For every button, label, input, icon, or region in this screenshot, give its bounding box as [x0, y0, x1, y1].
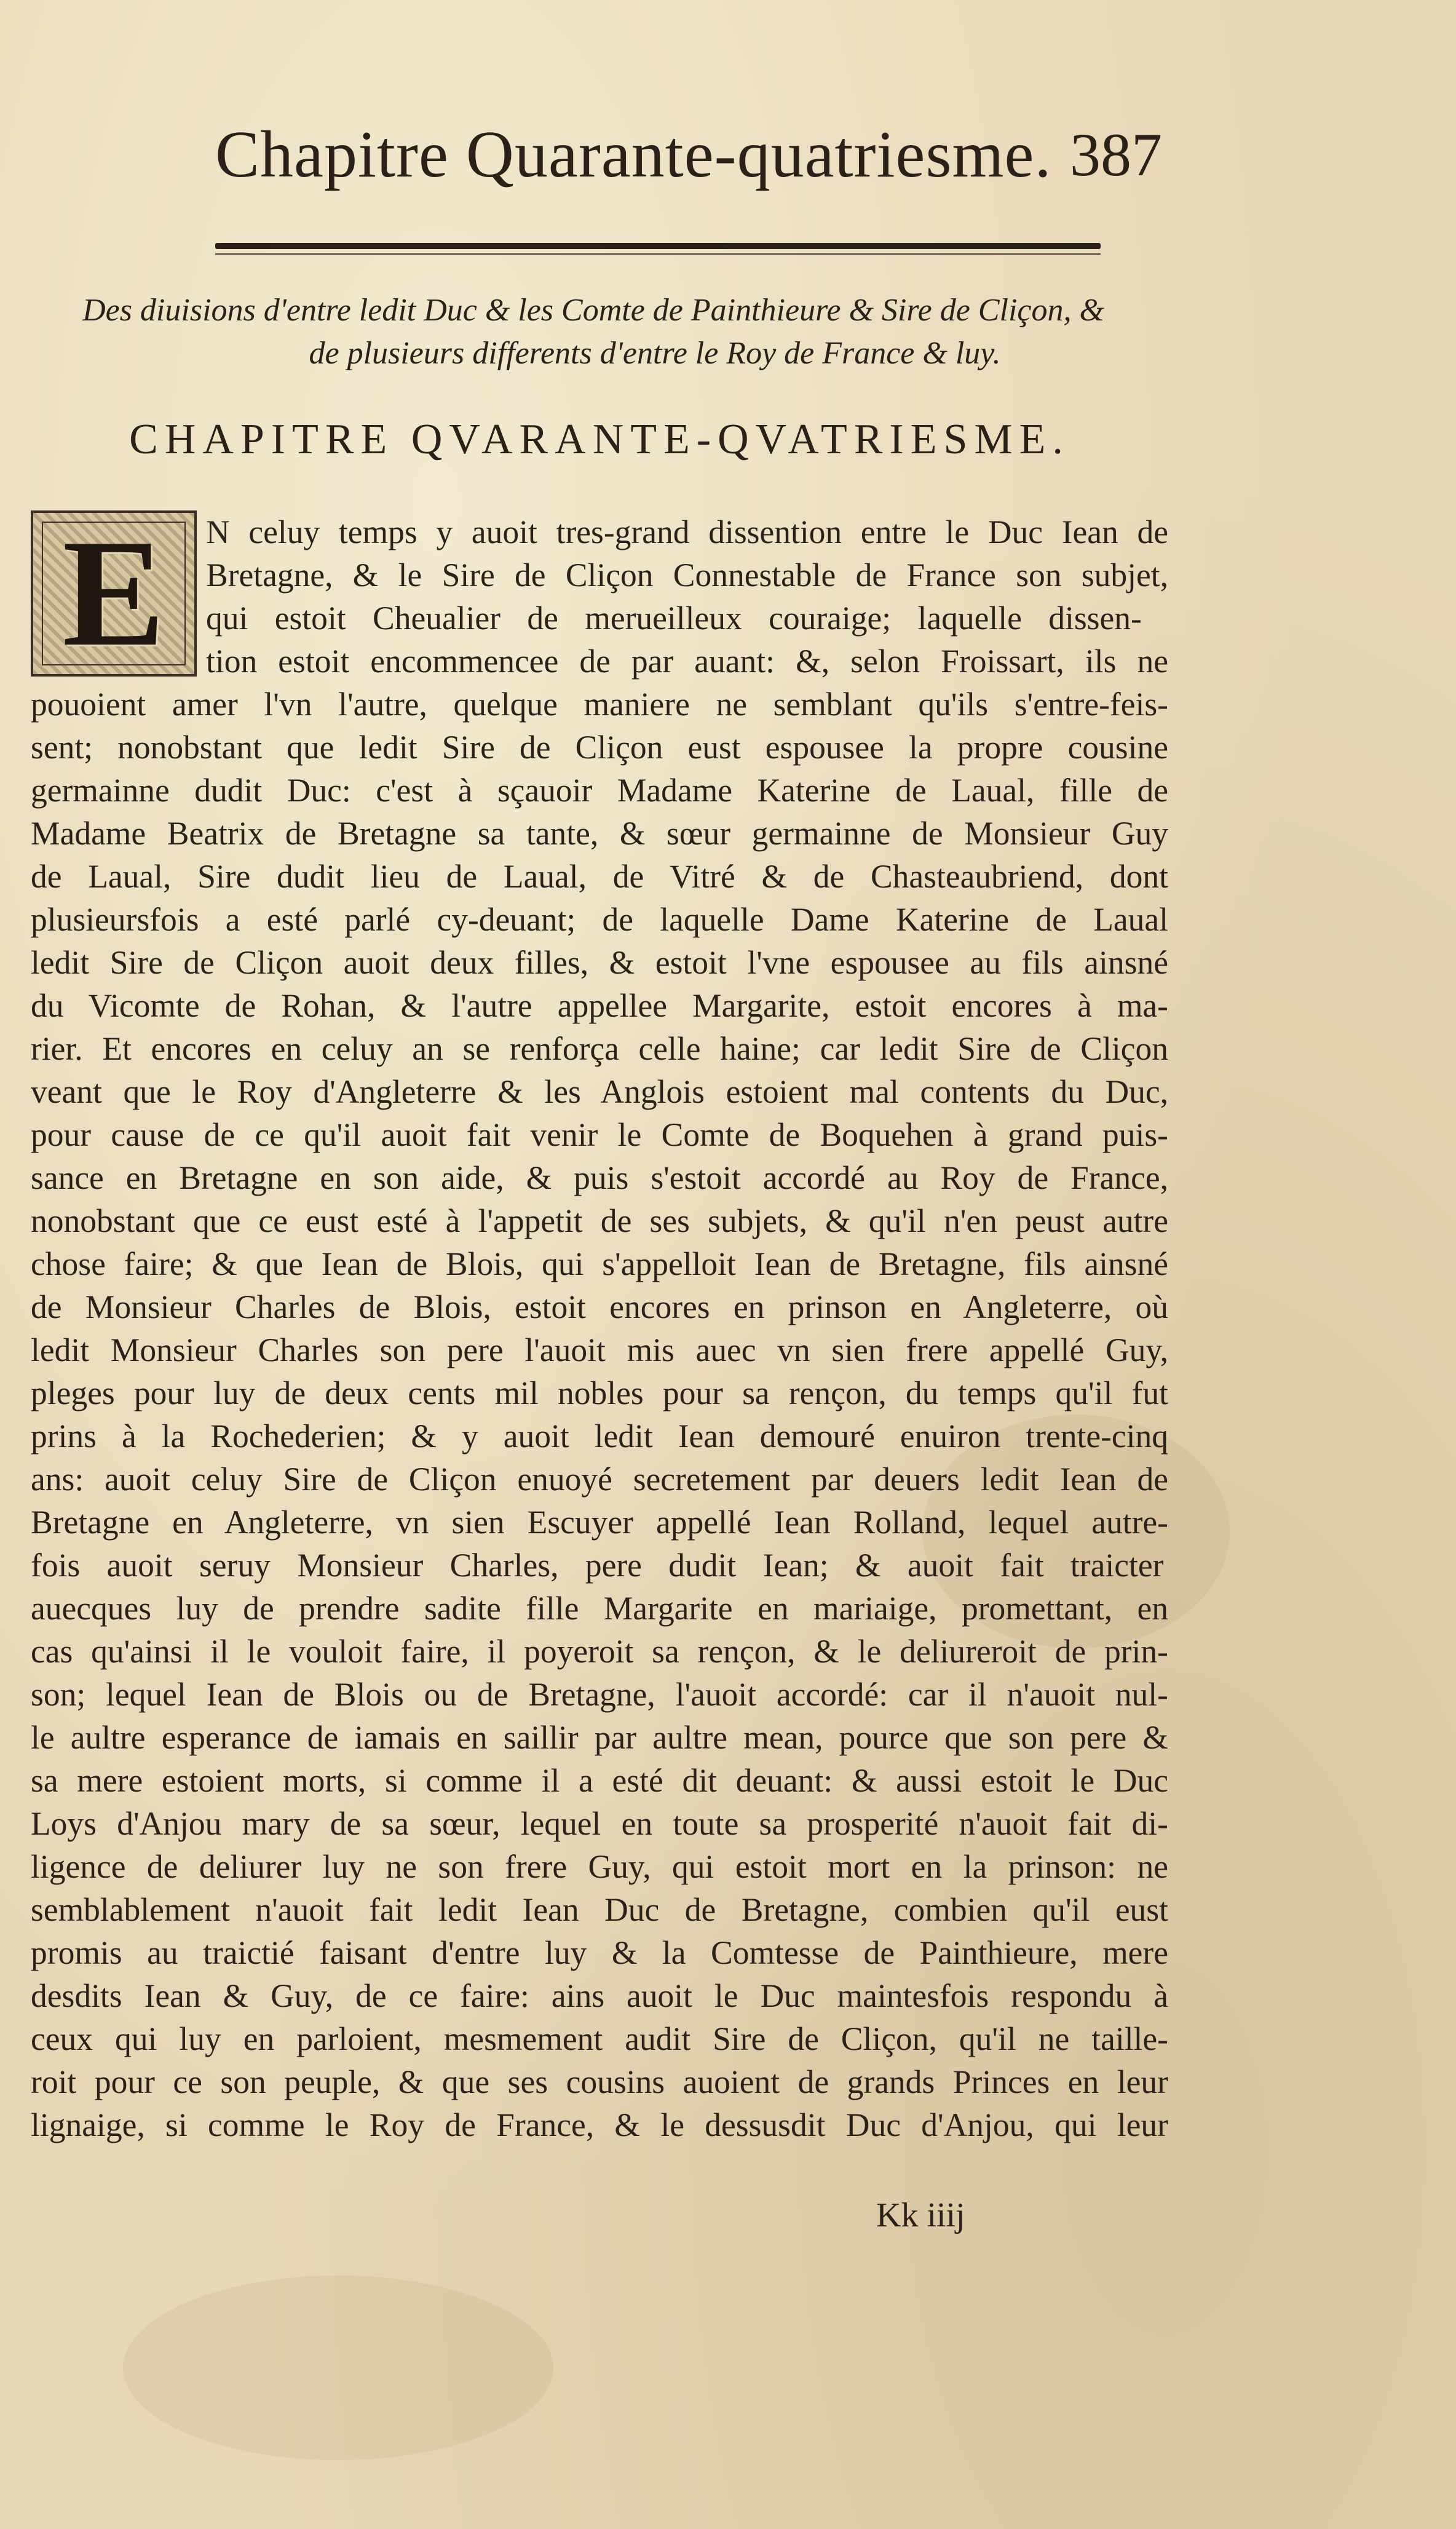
drop-cap-letter: E [62, 508, 165, 678]
running-title: Chapitre Quarante-quatriesme. [215, 118, 1052, 191]
text-line: Bretagne en Angleterre, vn sien Escuyer appellé Iean Rolland, lequel autre- [31, 1504, 1168, 1541]
text-line: de Laual, Sire dudit lieu de Laual, de Vitré & de Chasteaubriend, dont [31, 858, 1168, 895]
text-line: chose faire; & que Iean de Blois, qui s'appelloit Iean de Bretagne, fils ainsné [31, 1245, 1168, 1282]
page-number: 387 [1070, 121, 1162, 189]
summary-line: de plusieurs differents d'entre le Roy de France & luy. [309, 336, 1001, 371]
text-line: son; lequel Iean de Blois ou de Bretagne, l'auoit accordé: car il n'auoit nul- [31, 1676, 1168, 1713]
text-line: de Monsieur Charles de Blois, estoit encores en prinson en Angleterre, où [31, 1288, 1168, 1325]
text-line: semblablement n'auoit fait ledit Iean Duc de Bretagne, combien qu'il eust [31, 1891, 1168, 1928]
text-line: le aultre esperance de iamais en saillir par aultre mean, pource que son pere & [31, 1719, 1168, 1756]
text-line: pleges pour luy de deux cents mil nobles pour sa rençon, du temps qu'il fut [31, 1375, 1168, 1411]
text-line: sent; nonobstant que ledit Sire de Cliçon eust espousee la propre cousine [31, 729, 1168, 766]
text-line: ligence de deliurer luy ne son frere Guy, qui estoit mort en la prinson: ne [31, 1848, 1168, 1885]
text-line: pour cause de ce qu'il auoit fait venir le Comte de Boquehen à grand puis- [31, 1116, 1168, 1153]
text-line: veant que le Roy d'Angleterre & les Anglois estoient mal contents du Duc, [31, 1073, 1168, 1110]
body-text [31, 510, 1168, 2146]
running-head [215, 111, 1162, 203]
text-line: fois auoit seruy Monsieur Charles, pere dudit Iean; & auoit fait traicter [31, 1547, 1164, 1584]
text-line: sance en Bretagne en son aide, & puis s'estoit accordé au Roy de France, [31, 1159, 1168, 1196]
text-line: roit pour ce son peuple, & que ses cousins auoient de grands Princes en leur [31, 2063, 1168, 2100]
text-line: plusieursfois a esté parlé cy-deuant; de laquelle Dame Katerine de Laual [31, 901, 1168, 938]
summary-line: Des diuisions d'entre ledit Duc & les Comte de Painthieure & Sire de Cliçon, & [82, 293, 1104, 328]
text-line: lignaige, si comme le Roy de France, & le dessusdit Duc d'Anjou, qui leur [31, 2106, 1168, 2143]
text-line: nonobstant que ce eust esté à l'appetit de ses subjets, & qu'il n'en peust autre [31, 1202, 1168, 1239]
text-line: qui estoit Cheualier de merueilleux couraige; laquelle dissen- [206, 600, 1142, 637]
header-rule-thin [215, 253, 1101, 255]
text-line: desdits Iean & Guy, de ce faire: ains auoit le Duc maintesfois respondu à [31, 1977, 1168, 2014]
text-line: ans: auoit celuy Sire de Cliçon enuoyé secretement par deuers ledit Iean de [31, 1461, 1168, 1498]
text-line: Madame Beatrix de Bretagne sa tante, & sœur germainne de Monsieur Guy [31, 815, 1168, 852]
text-line: Loys d'Anjou mary de sa sœur, lequel en toute sa prosperité n'auoit fait di- [31, 1805, 1168, 1842]
signature-mark: Kk iiij [876, 2196, 965, 2234]
text-line: germainne dudit Duc: c'est à sçauoir Madame Katerine de Laual, fille de [31, 772, 1168, 809]
chapter-heading: CHAPITRE QVARANTE-QVATRIESME. [129, 416, 1070, 463]
text-line: sa mere estoient morts, si comme il a esté dit deuant: & aussi estoit le Duc [31, 1762, 1168, 1799]
text-line: du Vicomte de Rohan, & l'autre appellee Margarite, estoit encores à ma- [31, 987, 1168, 1024]
text-line: ledit Monsieur Charles son pere l'auoit mis auec vn sien frere appellé Guy, [31, 1332, 1168, 1368]
text-line: pouoient amer l'vn l'autre, quelque maniere ne semblant qu'ils s'entre-feis- [31, 686, 1168, 723]
text-line: Bretagne, & le Sire de Cliçon Connestable de France son subjet, [206, 557, 1168, 594]
text-line: ceux qui luy en parloient, mesmement audit Sire de Cliçon, qu'il ne taille- [31, 2020, 1168, 2057]
chapter-summary [25, 289, 1162, 375]
text-line: tion estoit encommencee de par auant: &, selon Froissart, ils ne [206, 643, 1168, 680]
text-line: promis au traictié faisant d'entre luy & la Comtesse de Painthieure, mere [31, 1934, 1168, 1971]
text-line: ledit Sire de Cliçon auoit deux filles, & estoit l'vne espousee au fils ainsné [31, 944, 1168, 981]
header-rule [215, 243, 1101, 249]
text-line: N celuy temps y auoit tres-grand dissention entre le Duc Iean de [206, 514, 1168, 550]
text-line: cas qu'ainsi il le vouloit faire, il poyeroit sa rençon, & le deliureroit de prin- [31, 1633, 1168, 1670]
text-line: auecques luy de prendre sadite fille Margarite en mariaige, promettant, en [31, 1590, 1168, 1627]
text-line: prins à la Rochederien; & y auoit ledit Iean demouré enuiron trente-cinq [31, 1418, 1168, 1455]
paper-stain [123, 2276, 553, 2460]
text-line: rier. Et encores en celuy an se renforça celle haine; car ledit Sire de Cliçon [31, 1030, 1168, 1067]
